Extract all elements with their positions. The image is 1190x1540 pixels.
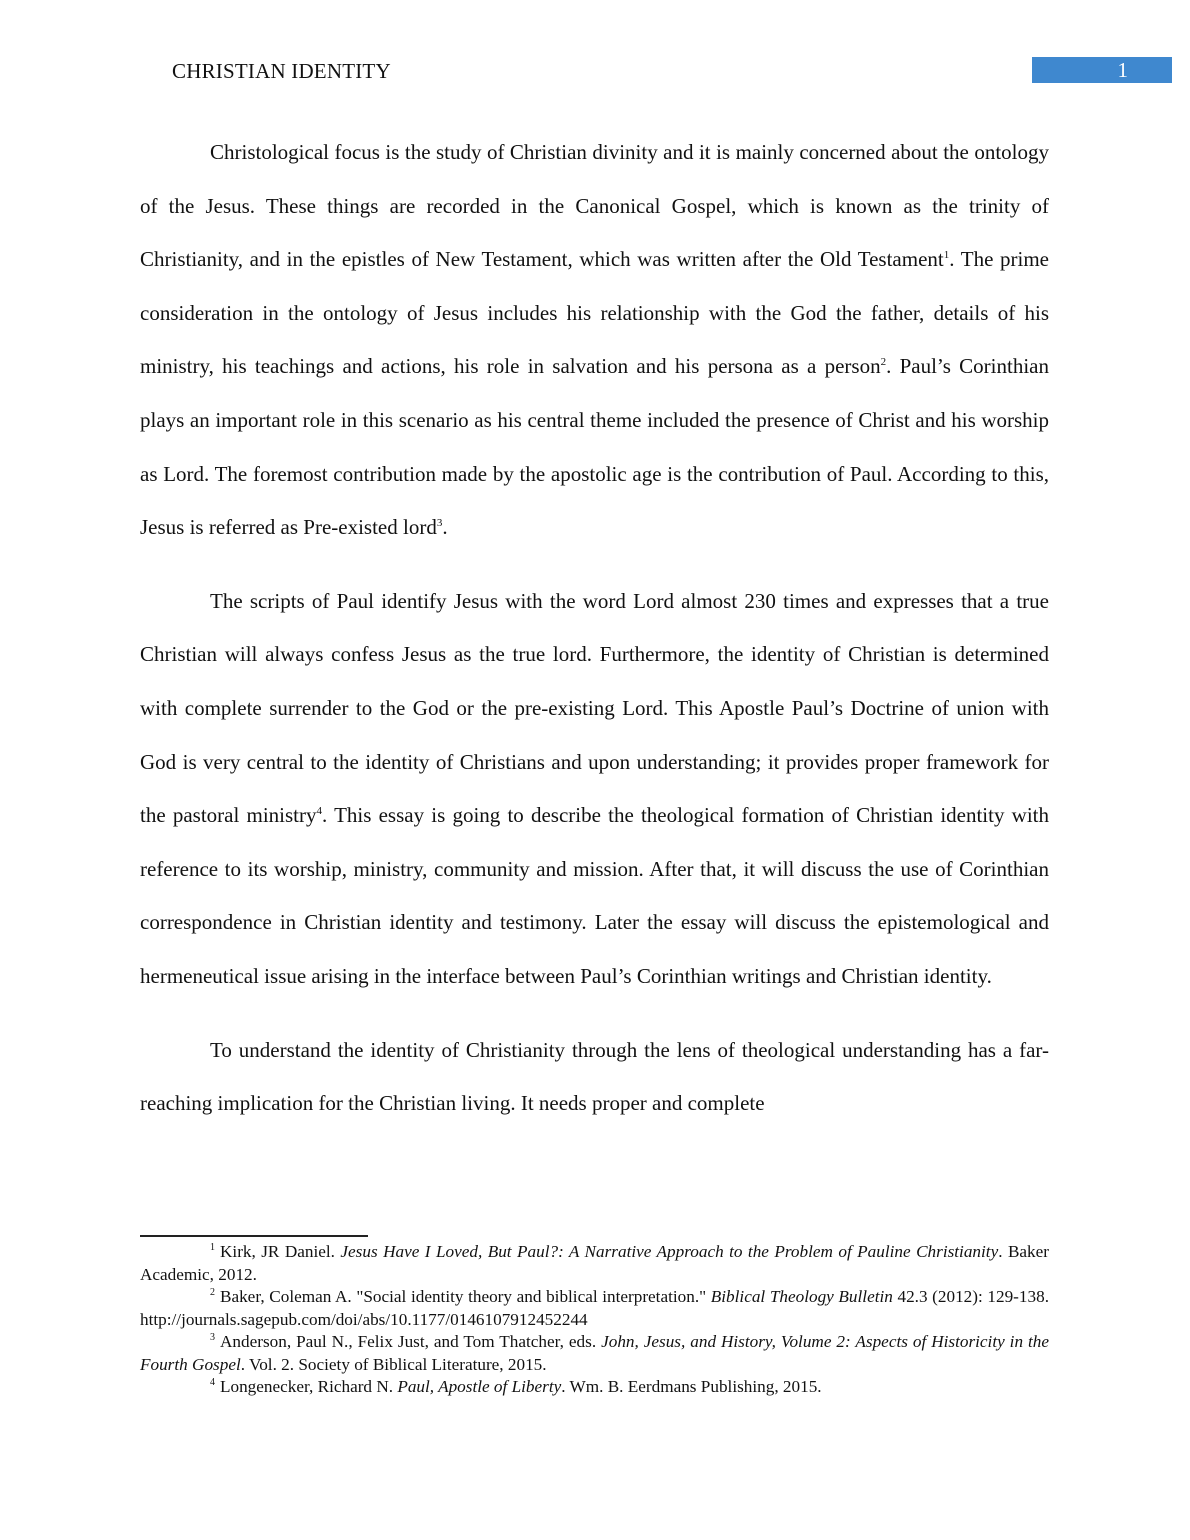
- paragraph-2-text-a: The scripts of Paul identify Jesus with the word Lord almost 230 times and expresses that a true Christian will always confess Jesus as the true lord. Furthermore, the identity of Christian is determined with complete surrender to the God or the pre-existing Lord. This Apostle Paul’s Doctrine of union with God is very central to the identity of Christians and upon understanding; it provides proper framework for the pastoral ministry: [140, 588, 1049, 828]
- footnote-1-text-b: . Baker Academic, 2012.: [140, 1242, 1049, 1284]
- footnote-3-title: John, Jesus, and History, Volume 2: Aspects of Historicity in the Fourth Gospel: [140, 1332, 1050, 1374]
- document-body: [140, 126, 1049, 1131]
- paragraph-1-text-d: .: [442, 515, 448, 540]
- footnote-3-mark: 3: [210, 1332, 215, 1343]
- footnotes: [140, 1241, 1049, 1399]
- footnote-1-title: Jesus Have I Loved, But Paul?: A Narrative Approach to the Problem of Pauline Christianity: [340, 1242, 999, 1261]
- footnote-ref-4[interactable]: 4: [316, 805, 323, 818]
- footnote-ref-1[interactable]: 1: [943, 249, 950, 262]
- footnote-3-text-a: Anderson, Paul N., Felix Just, and Tom Thatcher, eds.: [220, 1332, 602, 1351]
- page-number: 1: [1117, 58, 1128, 82]
- footnote-1-mark: 1: [210, 1242, 215, 1253]
- footnote-1: [140, 1241, 1049, 1286]
- footnote-4: [140, 1376, 1049, 1399]
- footnote-2-title: Biblical Theology Bulletin: [710, 1287, 893, 1306]
- footnote-4-text-b: . Wm. B. Eerdmans Publishing, 2015.: [561, 1377, 822, 1396]
- paragraph-1-text-c: . Paul’s Corinthian plays an important role in this scenario as his central theme included the presence of Christ and his worship as Lord. The foremost contribution made by the apostolic age is the contribution of Paul. According to this, Jesus is referred as Pre-existed lord: [140, 354, 1050, 540]
- paragraph-1-text-a: Christological focus is the study of Christian divinity and it is mainly concerned about the ontology of the Jesus. These things are recorded in the Canonical Gospel, which is known as the trinity of Christianity, and in the epistles of New Testament, which was written after the Old Testament: [140, 140, 1049, 272]
- paragraph-2-text-b: . This essay is going to describe the theological formation of Christian identity with reference to its worship, ministry, community and mission. After that, it will discuss the use of Corinthian correspondence in Christian identity and testimony. Later the essay will discuss the epistemological and hermeneutical issue arising in the interface between Paul’s Corinthian writings and Christian identity.: [140, 803, 1049, 988]
- footnote-3: [140, 1331, 1049, 1376]
- footnote-4-mark: 4: [210, 1377, 215, 1388]
- paragraph-2: [140, 575, 1049, 1004]
- footnote-2-text-b: 42.3 (2012): 129-138. http://journals.sagepub.com/doi/abs/10.1177/0146107912452244: [140, 1287, 1049, 1329]
- running-header-title: CHRISTIAN IDENTITY: [172, 59, 391, 83]
- footnote-4-text-a: Longenecker, Richard N.: [220, 1377, 398, 1396]
- footnote-2-mark: 2: [210, 1287, 215, 1298]
- footnote-ref-2[interactable]: 2: [880, 356, 887, 369]
- paragraph-3: To understand the identity of Christianity through the lens of theological understanding has a far-reaching implication for the Christian living. It needs proper and complete: [140, 1037, 1049, 1116]
- footnote-1-text-a: Kirk, JR Daniel.: [220, 1242, 341, 1261]
- footnote-2: [140, 1286, 1049, 1331]
- footnote-3-text-b: . Vol. 2. Society of Biblical Literature, 2015.: [240, 1354, 547, 1374]
- paragraph-1: [140, 126, 1049, 555]
- footnote-2-text-a: Baker, Coleman A. "Social identity theory and biblical interpretation.": [220, 1287, 711, 1306]
- paragraph-1-text-b: . The prime consideration in the ontology of Jesus includes his relationship with the God the father, details of his ministry, his teachings and actions, his role in salvation and his persona as a person: [140, 247, 1049, 379]
- footnote-separator: [140, 1235, 368, 1237]
- footnote-4-title: Paul, Apostle of Liberty: [397, 1377, 562, 1396]
- footnote-ref-3[interactable]: 3: [436, 517, 443, 530]
